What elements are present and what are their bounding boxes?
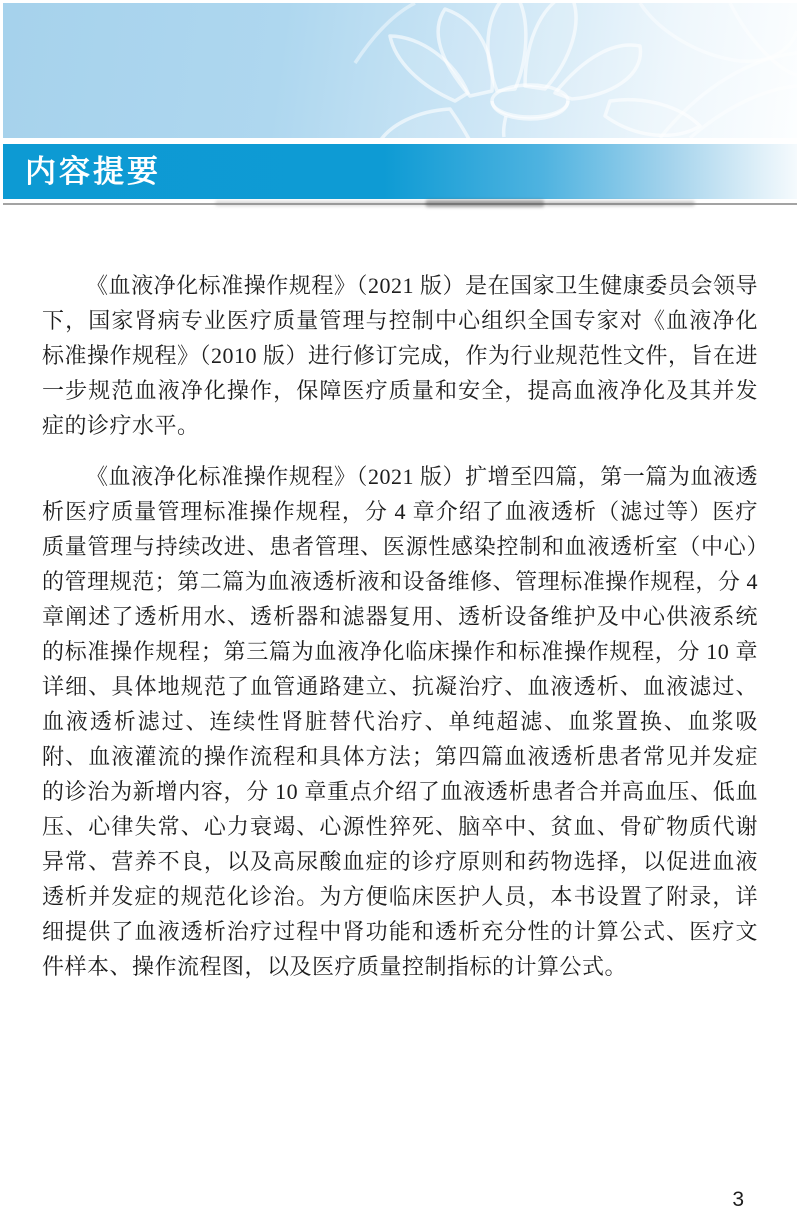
paragraph-1: 《血液净化标准操作规程》（2021 版）是在国家卫生健康委员会领导下，国家肾病专业医疗质量管理与控制中心组织全国专家对《血液净化标准操作规程》（2010 版）进行修订完成，作为行业规范性文件，旨在进一步规范血液净化操作，保障医疗质量和安全，提高血液净化及其并发症的诊疗水平。 <box>42 273 759 438</box>
scan-smudge <box>545 201 695 206</box>
section-title: 内容提要 <box>25 154 161 189</box>
scan-smudge <box>425 200 545 207</box>
paragraph-2: 《血液净化标准操作规程》（2021 版）扩增至四篇，第一篇为血液透析医疗质量管理标准操作规程，分 4 章介绍了血液透析（滤过等）医疗质量管理与持续改进、患者管理、医源性感染控制和血液透析室（中心）的管理规范；第二篇为血液透析液和设备维修、管理标准操作规程，分 4 章阐述了透析用水、透析器和滤器复用、透析设备维护及中心供液系统的标准操作规程；第三篇为血液净化临床操作和标准操作规程，分 10 章详细、具体地规范了血管通路建立、抗凝治疗、血液透析、血液滤过、血液透析滤过、连续性肾脏替代治疗、单纯超滤、血浆置换、血浆吸附、血液灌流的操作流程和具体方法；第四篇血液透析患者常见并发症的诊治为新增内容，分 10 章重点介绍了血液透析患者合并高血压、低血压、心律失常、心力衰竭、心源性猝死、脑卒中、贫血、骨矿物质代谢异常、营养不良，以及高尿酸血症的诊疗原则和药物选择，以促进血液透析并发症的规范化诊治。为方便临床医护人员，本书设置了附录，详细提供了血液透析治疗过程中肾功能和透析充分性的计算公式、医疗文件样本、操作流程图，以及医疗质量控制指标的计算公式。 <box>42 464 758 979</box>
lotus-flower-icon <box>3 3 797 138</box>
scan-smudge <box>215 201 425 206</box>
header-graphic <box>3 3 797 138</box>
section-banner <box>3 144 797 199</box>
page-number: 3 <box>732 1188 744 1211</box>
summary-text <box>42 268 758 984</box>
